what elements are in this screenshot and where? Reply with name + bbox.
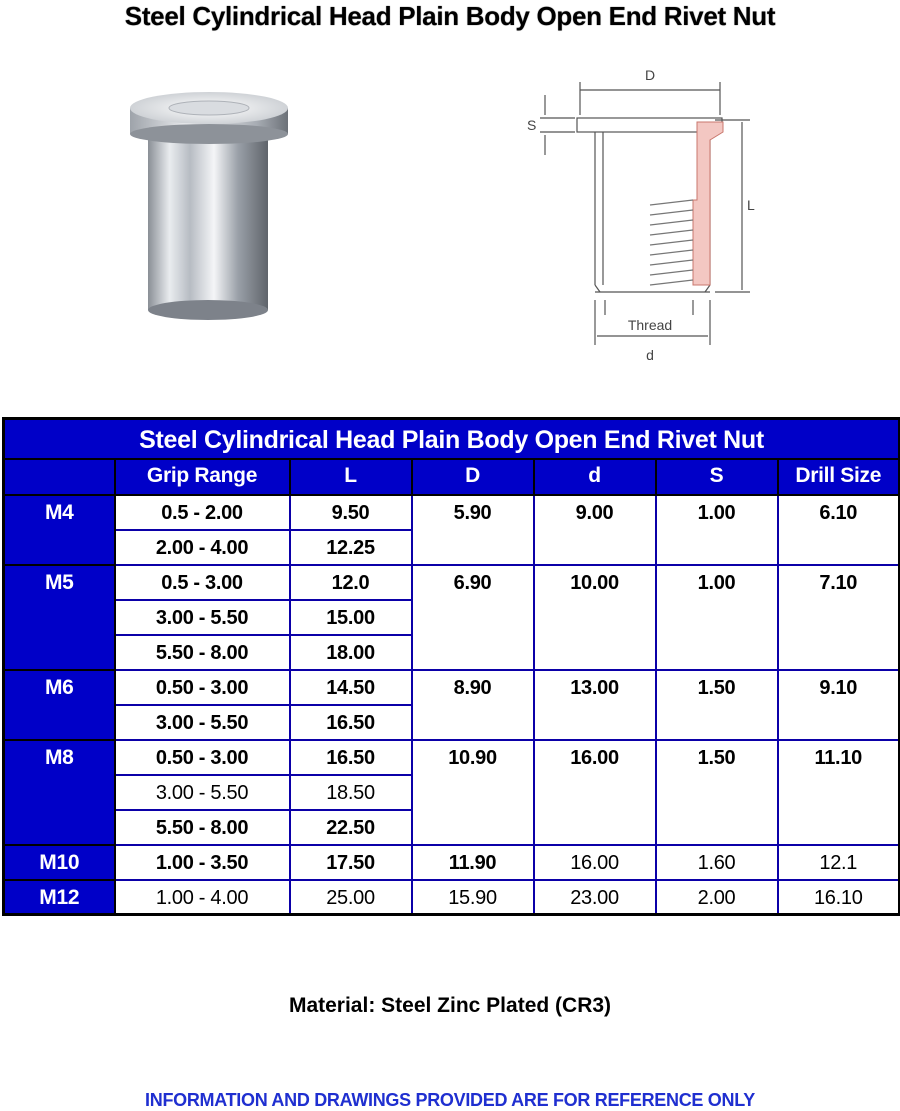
table-row <box>4 565 900 600</box>
disclaimer: INFORMATION AND DRAWINGS PROVIDED ARE FOR REFERENCE ONLY <box>145 1090 755 1110</box>
header-grip-range: Grip Range <box>115 459 290 495</box>
body-diameter-cell: 10.00 <box>534 565 656 670</box>
body-diameter-cell: 16.00 <box>534 740 656 845</box>
grip-range-cell: 0.5 - 2.00 <box>115 495 290 530</box>
table-row <box>4 845 900 880</box>
head-diameter-cell: 8.90 <box>412 670 534 740</box>
grip-range-cell: 3.00 - 5.50 <box>115 705 290 740</box>
diagram-label-d: d <box>646 347 654 363</box>
head-diameter-cell: 6.90 <box>412 565 534 670</box>
head-thickness-cell: 1.60 <box>656 845 778 880</box>
material-note: Material: Steel Zinc Plated (CR3) <box>288 994 612 1017</box>
body-diameter-cell: 9.00 <box>534 495 656 565</box>
header-drill-size: Drill Size <box>778 459 900 495</box>
drill-size-cell: 9.10 <box>778 670 900 740</box>
head-diameter-cell: 15.90 <box>412 880 534 915</box>
table-row <box>4 740 900 775</box>
body-diameter-cell: 23.00 <box>534 880 656 915</box>
drill-size-cell: 6.10 <box>778 495 900 565</box>
drill-size-cell: 12.1 <box>778 845 900 880</box>
head-thickness-cell: 1.50 <box>656 670 778 740</box>
length-cell: 15.00 <box>290 600 412 635</box>
body-diameter-cell: 13.00 <box>534 670 656 740</box>
diagram-label-thread: Thread <box>627 317 673 333</box>
head-diameter-cell: 5.90 <box>412 495 534 565</box>
grip-range-cell: 3.00 - 5.50 <box>115 775 290 810</box>
length-cell: 9.50 <box>290 495 412 530</box>
rivet-nut-photo <box>110 70 310 330</box>
spec-table <box>2 417 900 916</box>
diagram-label-D: D <box>644 67 656 83</box>
length-cell: 17.50 <box>290 845 412 880</box>
body-diameter-cell: 16.00 <box>534 845 656 880</box>
table-row <box>4 880 900 915</box>
grip-range-cell: 5.50 - 8.00 <box>115 635 290 670</box>
table-row <box>4 670 900 705</box>
page-title: Steel Cylindrical Head Plain Body Open End Rivet Nut <box>124 1 776 31</box>
size-cell: M5 <box>4 565 115 670</box>
drill-size-cell: 16.10 <box>778 880 900 915</box>
size-cell: M6 <box>4 670 115 740</box>
length-cell: 16.50 <box>290 705 412 740</box>
table-row <box>4 495 900 530</box>
head-thickness-cell: 2.00 <box>656 880 778 915</box>
head-thickness-cell: 1.50 <box>656 740 778 845</box>
grip-range-cell: 0.50 - 3.00 <box>115 670 290 705</box>
length-cell: 12.0 <box>290 565 412 600</box>
grip-range-cell: 0.50 - 3.00 <box>115 740 290 775</box>
table-title: Steel Cylindrical Head Plain Body Open End Rivet Nut <box>4 419 900 459</box>
diagram-label-L: L <box>747 197 755 213</box>
grip-range-cell: 0.5 - 3.00 <box>115 565 290 600</box>
header-S: S <box>656 459 778 495</box>
length-cell: 12.25 <box>290 530 412 565</box>
head-thickness-cell: 1.00 <box>656 565 778 670</box>
grip-range-cell: 1.00 - 3.50 <box>115 845 290 880</box>
size-cell: M12 <box>4 880 115 915</box>
spec-table-container <box>2 417 898 916</box>
head-thickness-cell: 1.00 <box>656 495 778 565</box>
header-D: D <box>412 459 534 495</box>
drill-size-cell: 11.10 <box>778 740 900 845</box>
size-cell: M8 <box>4 740 115 845</box>
head-diameter-cell: 10.90 <box>412 740 534 845</box>
grip-range-cell: 5.50 - 8.00 <box>115 810 290 845</box>
length-cell: 16.50 <box>290 740 412 775</box>
length-cell: 25.00 <box>290 880 412 915</box>
header-d: d <box>534 459 656 495</box>
length-cell: 18.50 <box>290 775 412 810</box>
header-size <box>4 459 115 495</box>
head-diameter-cell: 11.90 <box>412 845 534 880</box>
length-cell: 18.00 <box>290 635 412 670</box>
size-cell: M4 <box>4 495 115 565</box>
rivet-nut-diagram <box>505 60 785 370</box>
length-cell: 22.50 <box>290 810 412 845</box>
grip-range-cell: 2.00 - 4.00 <box>115 530 290 565</box>
size-cell: M10 <box>4 845 115 880</box>
diagram-label-S: S <box>527 117 537 133</box>
length-cell: 14.50 <box>290 670 412 705</box>
drill-size-cell: 7.10 <box>778 565 900 670</box>
grip-range-cell: 1.00 - 4.00 <box>115 880 290 915</box>
header-L: L <box>290 459 412 495</box>
grip-range-cell: 3.00 - 5.50 <box>115 600 290 635</box>
